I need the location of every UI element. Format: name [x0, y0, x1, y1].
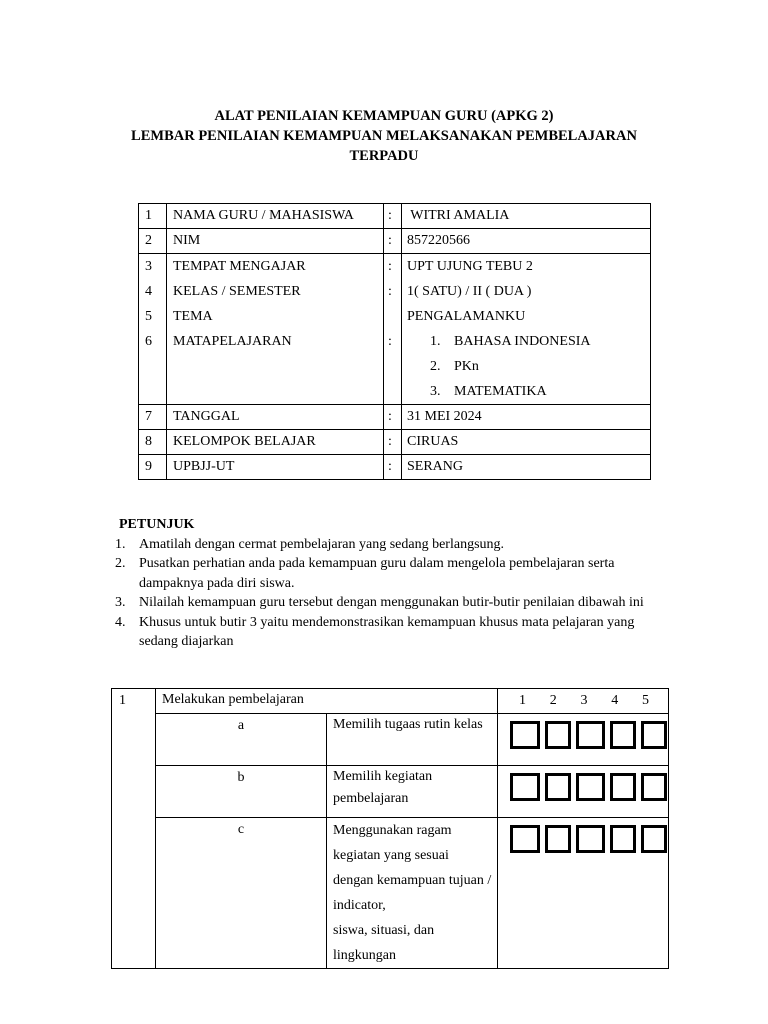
- row-colon: :: [388, 334, 392, 349]
- row-number: 6: [145, 334, 152, 349]
- instruction-text: Pusatkan perhatian anda pada kemampuan guru dalam mengelola pembelajaran serta dampaknya pada diri siswa.: [139, 556, 615, 591]
- document-title: [0, 106, 768, 166]
- row-number: 9: [139, 455, 167, 480]
- score-box[interactable]: [610, 721, 636, 749]
- instructions-heading: PETUNJUK: [119, 517, 195, 532]
- group-colons: [384, 254, 402, 405]
- item-text: Memilih tugaas rutin kelas: [333, 717, 483, 732]
- row-label: MATAPELAJARAN: [173, 334, 292, 349]
- row-colon: :: [384, 430, 402, 455]
- theme-value: PENGALAMANKU: [407, 309, 526, 324]
- identity-group-row: [139, 254, 651, 405]
- row-colon: :: [384, 455, 402, 480]
- row-colon: :: [388, 284, 392, 299]
- row-label: KELAS / SEMESTER: [173, 284, 301, 299]
- identity-row: [139, 455, 651, 480]
- identity-row: [139, 204, 651, 229]
- subject-item: [407, 379, 646, 404]
- item-text: dengan kemampuan tujuan / indicator,: [333, 873, 492, 913]
- score-box[interactable]: [510, 773, 540, 801]
- instruction-number: 4.: [115, 614, 126, 630]
- scale-label: 5: [642, 693, 649, 708]
- instruction-text: Khusus untuk butir 3 yaitu mendemonstrasikan kemampuan khusus mata pelajaran yang sedang diajarkan: [139, 614, 635, 649]
- row-colon: :: [384, 204, 402, 229]
- instruction-text: Amatilah dengan cermat pembelajaran yang sedang berlangsung.: [139, 536, 505, 552]
- score-box[interactable]: [545, 721, 571, 749]
- teacher-name-value: WITRI AMALIA: [402, 204, 651, 229]
- row-label: KELOMPOK BELAJAR: [167, 430, 384, 455]
- instructions-section: [115, 515, 675, 652]
- criterion-heading: Melakukan pembelajaran: [156, 689, 498, 714]
- instruction-number: 3.: [115, 595, 126, 610]
- instructions-list: [115, 535, 675, 652]
- instruction-number: 2.: [115, 556, 126, 571]
- row-label: UPBJJ-UT: [167, 455, 384, 480]
- row-number: 8: [139, 430, 167, 455]
- score-box[interactable]: [510, 825, 540, 853]
- item-text: siswa, situasi, dan lingkungan: [333, 923, 435, 963]
- row-colon: :: [388, 259, 392, 274]
- subject-name: BAHASA INDONESIA: [454, 334, 591, 349]
- row-label: TEMA: [173, 309, 213, 324]
- instruction-item: [115, 554, 675, 593]
- date-value: 31 MEI 2024: [402, 405, 651, 430]
- score-box[interactable]: [576, 721, 606, 749]
- item-description: [327, 818, 498, 969]
- identity-table: [138, 203, 651, 480]
- score-box[interactable]: [641, 721, 667, 749]
- school-value: UPT UJUNG TEBU 2: [407, 259, 533, 274]
- score-box[interactable]: [610, 825, 636, 853]
- row-label: TEMPAT MENGAJAR: [173, 259, 306, 274]
- instruction-item: [115, 535, 675, 555]
- row-colon: [388, 304, 398, 329]
- upbjj-value: SERANG: [402, 455, 651, 480]
- group-labels: [167, 254, 384, 405]
- title-line-2: LEMBAR PENILAIAN KEMAMPUAN MELAKSANAKAN PEMBELAJARAN: [131, 128, 637, 144]
- score-box[interactable]: [610, 773, 636, 801]
- criterion-number: 1: [112, 689, 156, 969]
- row-number: 2: [139, 229, 167, 254]
- nim-value: 857220566: [402, 229, 651, 254]
- score-box[interactable]: [576, 773, 606, 801]
- item-letter: b: [156, 766, 327, 818]
- score-box[interactable]: [641, 773, 667, 801]
- subject-name: MATEMATIKA: [454, 384, 547, 399]
- score-box[interactable]: [545, 825, 571, 853]
- group-numbers: [139, 254, 167, 405]
- subject-item: [407, 354, 646, 379]
- row-number: 7: [139, 405, 167, 430]
- item-letter: a: [156, 714, 327, 766]
- row-colon: :: [384, 229, 402, 254]
- identity-row: [139, 405, 651, 430]
- identity-row: [139, 430, 651, 455]
- subject-number: 3.: [430, 384, 441, 399]
- score-boxes: [498, 766, 669, 818]
- instruction-item: [115, 613, 675, 652]
- row-number: 5: [145, 309, 152, 324]
- rating-item-row: [112, 714, 669, 766]
- subject-name: PKn: [454, 359, 479, 374]
- item-text: Memilih kegiatan pembelajaran: [333, 769, 433, 806]
- instruction-number: 1.: [115, 536, 126, 552]
- item-letter: c: [156, 818, 327, 969]
- score-box[interactable]: [641, 825, 667, 853]
- rating-header-row: [112, 689, 669, 714]
- scale-label: 3: [580, 693, 588, 708]
- class-semester-value: 1( SATU) / II ( DUA ): [407, 284, 532, 299]
- scale-label: 2: [549, 693, 557, 708]
- item-description: [327, 766, 498, 818]
- item-text: Menggunakan ragam kegiatan yang sesuai: [333, 823, 452, 863]
- score-box[interactable]: [545, 773, 571, 801]
- item-description: [327, 714, 498, 766]
- scale-header: [498, 689, 669, 714]
- rating-item-row: [112, 766, 669, 818]
- row-label: TANGGAL: [167, 405, 384, 430]
- row-label: NAMA GURU / MAHASISWA: [167, 204, 384, 229]
- subject-list: [407, 329, 646, 404]
- score-boxes: [498, 818, 669, 969]
- subject-number: 1.: [430, 334, 441, 349]
- row-number: 1: [139, 204, 167, 229]
- title-line-3: TERPADU: [349, 148, 419, 164]
- identity-row: [139, 229, 651, 254]
- rating-item-row: [112, 818, 669, 969]
- rating-table: [111, 688, 669, 969]
- row-label: NIM: [167, 229, 384, 254]
- score-box[interactable]: [576, 825, 606, 853]
- title-line-1: ALAT PENILAIAN KEMAMPUAN GURU (APKG 2): [214, 108, 554, 124]
- subject-item: [407, 329, 646, 354]
- row-number: 4: [145, 284, 152, 299]
- row-number: 3: [145, 259, 152, 274]
- score-box[interactable]: [510, 721, 540, 749]
- scale-label: 4: [611, 693, 619, 708]
- scale-label: 1: [519, 693, 526, 708]
- subject-number: 2.: [430, 359, 441, 374]
- group-value: CIRUAS: [402, 430, 651, 455]
- score-boxes: [498, 714, 669, 766]
- row-colon: :: [384, 405, 402, 430]
- instruction-text: Nilailah kemampuan guru tersebut dengan menggunakan butir-butir penilaian dibawah ini: [139, 595, 644, 610]
- group-values: [402, 254, 651, 405]
- instruction-item: [115, 593, 675, 613]
